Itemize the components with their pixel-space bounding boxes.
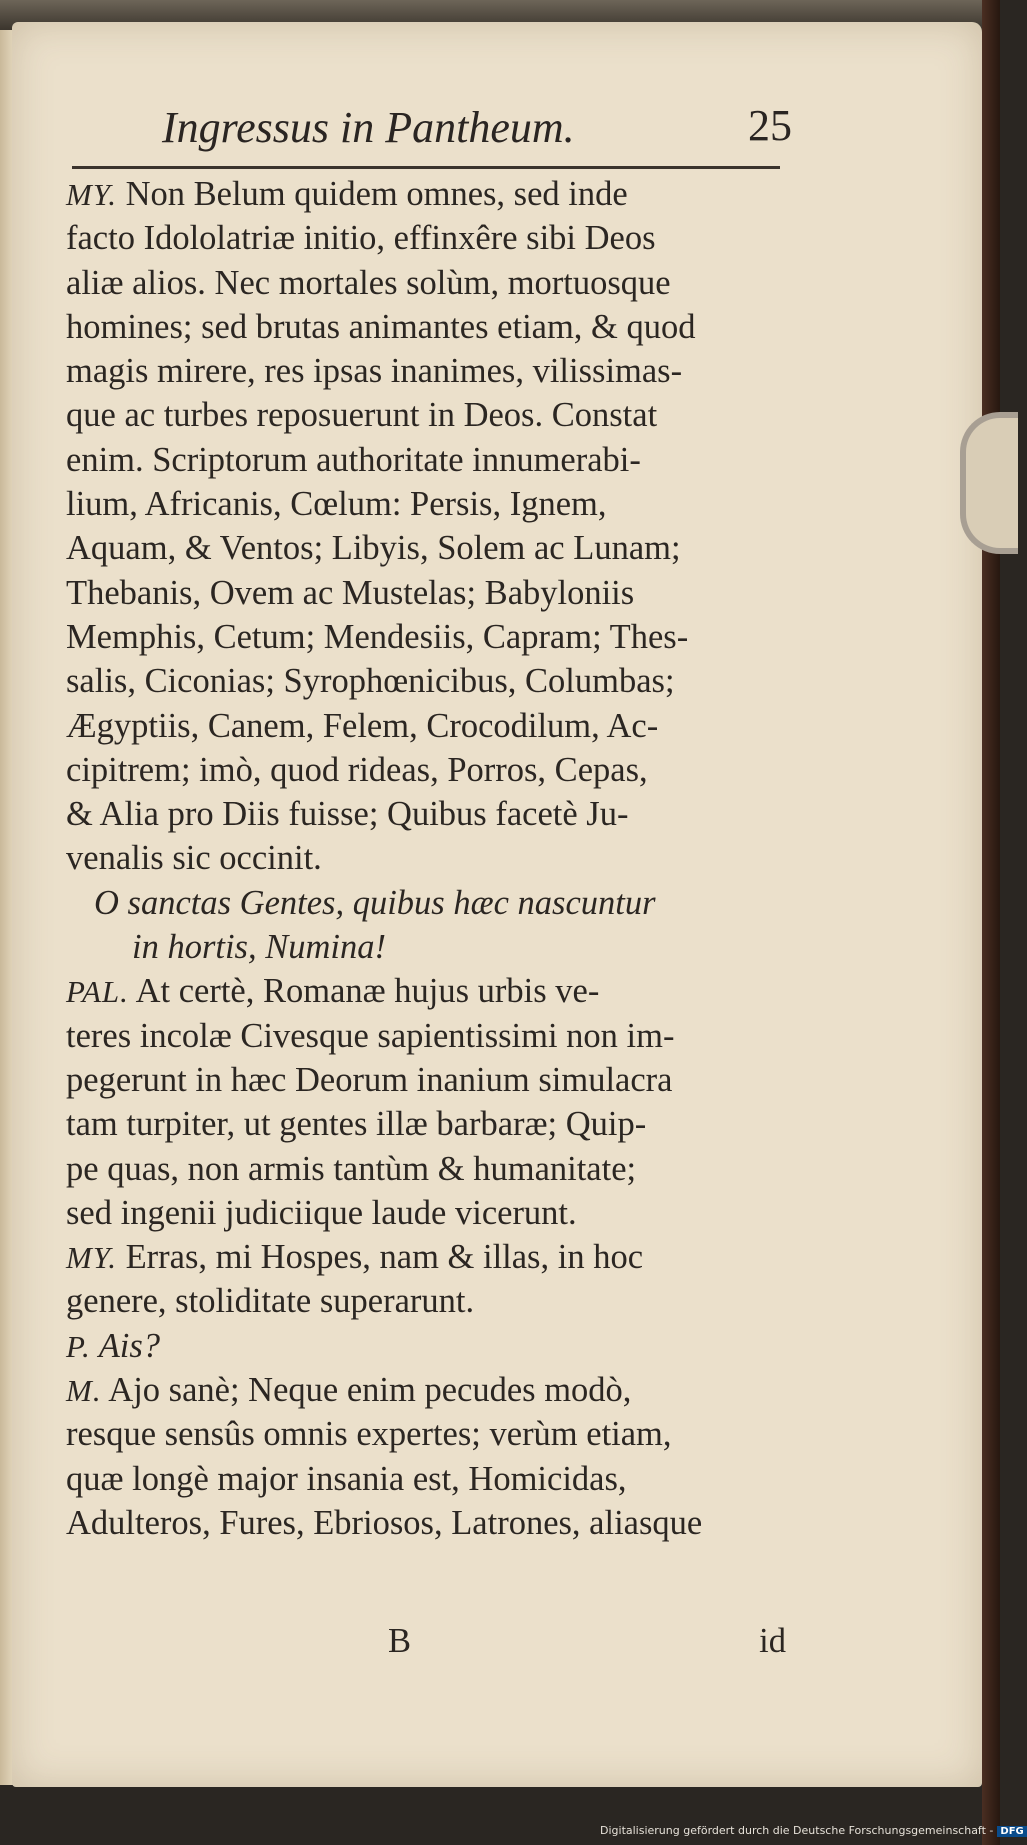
text-line: homines; sed brutas animantes etiam, & quod xyxy=(66,307,696,346)
speaker-label: PAL. xyxy=(66,974,129,1010)
text-line: Memphis, Cetum; Mendesiis, Capram; Thes- xyxy=(66,617,689,656)
text-line: pegerunt in hæc Deorum inanium simulacra xyxy=(66,1060,673,1099)
signature-mark: B xyxy=(388,1622,412,1660)
speaker-label: M. xyxy=(66,1373,102,1409)
text-line: cipitrem; imò, quod rideas, Porros, Cepas, xyxy=(66,750,648,789)
text-line: Adulteros, Fures, Ebriosos, Latrones, aliasque xyxy=(66,1503,703,1542)
text-line: sed ingenii judiciique laude vicerunt. xyxy=(66,1193,577,1232)
text-line: magis mirere, res ipsas inanimes, vilissimas- xyxy=(66,352,683,391)
page-footer xyxy=(66,1622,786,1672)
speaker-label: P. xyxy=(66,1328,91,1364)
book-page xyxy=(12,22,982,1787)
text-line: P. Ais? xyxy=(66,1326,161,1365)
text-line: pe quas, non armis tantùm & humanitate; xyxy=(66,1149,637,1188)
text-line: teres incolæ Civesque sapientissimi non im- xyxy=(66,1016,675,1055)
text-line: facto Idololatriæ initio, effinxêre sibi Deos xyxy=(66,219,656,258)
header-rule xyxy=(72,166,780,169)
clasp-ring xyxy=(960,412,1018,554)
text-line: MY. Erras, mi Hospes, nam & illas, in hoc xyxy=(66,1238,644,1277)
text-line: Thebanis, Ovem ac Mustelas; Babyloniis xyxy=(66,573,635,612)
text-line: PAL. At certè, Romanæ hujus urbis ve- xyxy=(66,972,600,1011)
speaker-label: MY. xyxy=(66,177,117,212)
text-line: Ægyptiis, Canem, Felem, Crocodilum, Ac- xyxy=(66,706,659,745)
running-head: Ingressus in Pantheum. xyxy=(162,103,575,152)
page-number: 25 xyxy=(748,101,792,150)
text-line: genere, stoliditate superarunt. xyxy=(66,1282,475,1321)
text-line: & Alia pro Diis fuisse; Quibus facetè Ju- xyxy=(66,795,629,834)
page-header xyxy=(152,84,792,164)
text-line: enim. Scriptorum authoritate innumerabi- xyxy=(66,440,641,479)
verse-line: in hortis, Numina! xyxy=(132,928,386,967)
credit-text: Digitalisierung gefördert durch die Deutsche Forschungsgemeinschaft - xyxy=(600,1824,994,1837)
catchword: id xyxy=(759,1622,786,1660)
speaker-label: MY. xyxy=(66,1240,117,1276)
dfg-logo: DFG xyxy=(997,1826,1026,1837)
book-cover-edge xyxy=(982,0,1000,1845)
text-line: M. Ajo sanè; Neque enim pecudes modò, xyxy=(66,1371,632,1410)
text-line: quæ longè major insania est, Homicidas, xyxy=(66,1459,627,1498)
text-line: que ac turbes reposuerunt in Deos. Constat xyxy=(66,396,658,435)
text-line: Aquam, & Ventos; Libyis, Solem ac Lunam; xyxy=(66,529,681,568)
text-line: lium, Africanis, Cœlum: Persis, Ignem, xyxy=(66,485,607,524)
text-line: venalis sic occinit. xyxy=(66,839,322,878)
verse-line: O sanctas Gentes, quibus hæc nascuntur xyxy=(94,883,656,922)
text-line: tam turpiter, ut gentes illæ barbaræ; Quip- xyxy=(66,1105,647,1144)
digitization-credit xyxy=(600,1824,1027,1837)
text-line: salis, Ciconias; Syrophœnicibus, Columbas; xyxy=(66,662,675,701)
text-line: resque sensûs omnis expertes; verùm etiam, xyxy=(66,1415,672,1454)
body-text xyxy=(66,172,786,1545)
text-line: MY. Non Belum quidem omnes, sed inde xyxy=(66,175,628,213)
text-line: aliæ alios. Nec mortales solùm, mortuosque xyxy=(66,263,671,302)
